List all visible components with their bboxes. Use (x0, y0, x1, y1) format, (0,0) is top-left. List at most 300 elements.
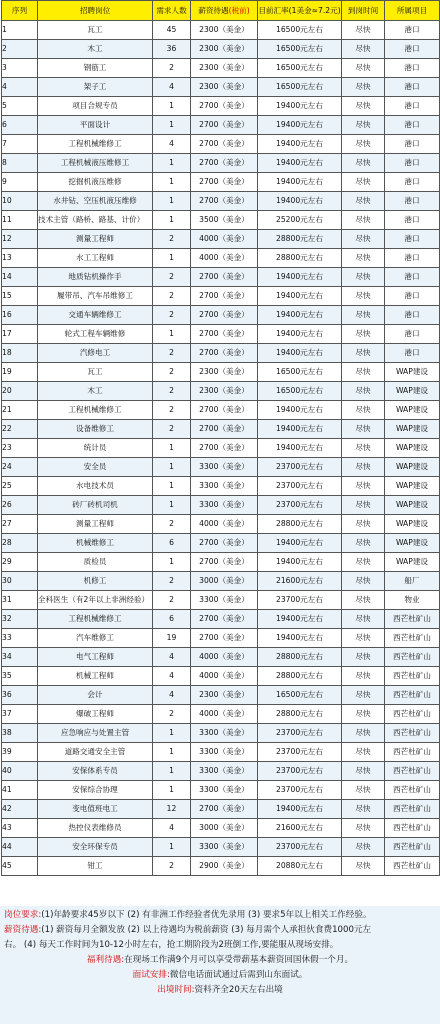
cell-no: 9 (2, 173, 38, 192)
cell-arrival: 尽快 (342, 800, 385, 819)
cell-count: 1 (153, 781, 191, 800)
cell-arrival: 尽快 (342, 553, 385, 572)
cell-rate: 28800元左右 (258, 648, 342, 667)
cell-arrival: 尽快 (342, 306, 385, 325)
cell-arrival: 尽快 (342, 154, 385, 173)
cell-project: 港口 (385, 21, 440, 40)
cell-project: 西芒杜矿山 (385, 857, 440, 876)
cell-no: 42 (2, 800, 38, 819)
table-row (2, 59, 440, 78)
recruitment-table (1, 0, 440, 876)
cell-count: 1 (153, 496, 191, 515)
cell-position: 统计员 (38, 439, 153, 458)
cell-salary: 4000（美金） (191, 249, 258, 268)
cell-count: 1 (153, 97, 191, 116)
cell-rate: 23700元左右 (258, 477, 342, 496)
cell-salary: 2300（美金） (191, 686, 258, 705)
cell-rate: 28800元左右 (258, 705, 342, 724)
cell-salary: 2300（美金） (191, 382, 258, 401)
cell-rate: 19400元左右 (258, 287, 342, 306)
cell-position: 地质钻机操作手 (38, 268, 153, 287)
table-row (2, 40, 440, 59)
table-row (2, 743, 440, 762)
cell-project: WAP建设 (385, 477, 440, 496)
cell-no: 19 (2, 363, 38, 382)
cell-count: 6 (153, 610, 191, 629)
table-row (2, 610, 440, 629)
cell-no: 41 (2, 781, 38, 800)
cell-count: 2 (153, 420, 191, 439)
cell-position: 挖掘机液压维修 (38, 173, 153, 192)
cell-position: 项目合规专员 (38, 97, 153, 116)
cell-salary: 2900（美金） (191, 857, 258, 876)
cell-position: 全科医生（有2年以上非洲经验） (38, 591, 153, 610)
cell-salary: 2300（美金） (191, 363, 258, 382)
cell-no: 38 (2, 724, 38, 743)
cell-count: 1 (153, 477, 191, 496)
cell-project: 港口 (385, 230, 440, 249)
table-row (2, 420, 440, 439)
table-row (2, 97, 440, 116)
cell-arrival: 尽快 (342, 838, 385, 857)
cell-rate: 19400元左右 (258, 268, 342, 287)
cell-no: 45 (2, 857, 38, 876)
cell-salary: 2300（美金） (191, 21, 258, 40)
cell-rate: 23700元左右 (258, 743, 342, 762)
cell-salary: 3000（美金） (191, 819, 258, 838)
cell-project: 港口 (385, 287, 440, 306)
cell-count: 1 (153, 173, 191, 192)
cell-arrival: 尽快 (342, 458, 385, 477)
table-body (2, 21, 440, 876)
table-row (2, 439, 440, 458)
cell-arrival: 尽快 (342, 249, 385, 268)
cell-arrival: 尽快 (342, 344, 385, 363)
cell-position: 道路交通安全主管 (38, 743, 153, 762)
cell-arrival: 尽快 (342, 667, 385, 686)
cell-position: 瓦工 (38, 21, 153, 40)
table-row (2, 287, 440, 306)
cell-position: 水井钻、空压机液压维修 (38, 192, 153, 211)
cell-project: WAP建设 (385, 420, 440, 439)
cell-arrival: 尽快 (342, 477, 385, 496)
cell-rate: 19400元左右 (258, 610, 342, 629)
cell-salary: 2700（美金） (191, 401, 258, 420)
cell-position: 平面设计 (38, 116, 153, 135)
cell-arrival: 尽快 (342, 705, 385, 724)
cell-arrival: 尽快 (342, 610, 385, 629)
cell-project: 西芒杜矿山 (385, 800, 440, 819)
cell-project: 港口 (385, 135, 440, 154)
cell-count: 4 (153, 78, 191, 97)
cell-arrival: 尽快 (342, 401, 385, 420)
table-row (2, 382, 440, 401)
cell-count: 1 (153, 116, 191, 135)
table-row (2, 325, 440, 344)
cell-rate: 16500元左右 (258, 78, 342, 97)
cell-salary: 2700（美金） (191, 116, 258, 135)
cell-position: 工程机械维修工 (38, 135, 153, 154)
cell-count: 2 (153, 572, 191, 591)
cell-project: 船厂 (385, 572, 440, 591)
cell-count: 1 (153, 458, 191, 477)
cell-arrival: 尽快 (342, 496, 385, 515)
cell-salary: 3500（美金） (191, 211, 258, 230)
cell-salary: 2700（美金） (191, 325, 258, 344)
cell-rate: 21600元左右 (258, 572, 342, 591)
cell-salary: 4000（美金） (191, 705, 258, 724)
cell-project: 港口 (385, 268, 440, 287)
table-row (2, 173, 440, 192)
cell-count: 2 (153, 382, 191, 401)
cell-project: 西芒杜矿山 (385, 819, 440, 838)
cell-arrival: 尽快 (342, 648, 385, 667)
cell-salary: 2700（美金） (191, 534, 258, 553)
cell-arrival: 尽快 (342, 78, 385, 97)
pay-text-2: 右。 (4) 每天工作时间为10-12小时左右，抢工期阶段为2班倒工作,要能服从现场安排。 (4, 940, 339, 950)
cell-salary: 3300（美金） (191, 838, 258, 857)
cell-project: 港口 (385, 344, 440, 363)
req-text: (1)年龄要求45岁以下 (2) 有非洲工作经验者优先录用 (3) 要求5年以上相关工作经验。 (41, 910, 372, 920)
cell-count: 36 (153, 40, 191, 59)
cell-project: 西芒杜矿山 (385, 629, 440, 648)
cell-project: WAP建设 (385, 382, 440, 401)
table-row (2, 401, 440, 420)
cell-count: 4 (153, 819, 191, 838)
header-position: 招聘岗位 (38, 1, 153, 21)
table-row (2, 154, 440, 173)
cell-rate: 23700元左右 (258, 762, 342, 781)
cell-arrival: 尽快 (342, 287, 385, 306)
pay-label: 薪资待遇: (4, 925, 42, 935)
cell-project: 港口 (385, 78, 440, 97)
cell-count: 2 (153, 591, 191, 610)
cell-position: 测量工程师 (38, 515, 153, 534)
cell-position: 爆破工程师 (38, 705, 153, 724)
cell-project: WAP建设 (385, 553, 440, 572)
cell-no: 32 (2, 610, 38, 629)
cell-no: 5 (2, 97, 38, 116)
cell-count: 2 (153, 401, 191, 420)
cell-no: 14 (2, 268, 38, 287)
cell-rate: 23700元左右 (258, 496, 342, 515)
interview-label: 面试安排: (132, 970, 170, 980)
cell-salary: 2700（美金） (191, 629, 258, 648)
cell-salary: 3300（美金） (191, 458, 258, 477)
cell-arrival: 尽快 (342, 363, 385, 382)
notes-interview (4, 968, 436, 983)
cell-arrival: 尽快 (342, 382, 385, 401)
cell-no: 29 (2, 553, 38, 572)
cell-rate: 19400元左右 (258, 420, 342, 439)
req-label: 岗位要求: (4, 910, 42, 920)
table-row (2, 534, 440, 553)
cell-arrival: 尽快 (342, 21, 385, 40)
cell-arrival: 尽快 (342, 40, 385, 59)
cell-rate: 19400元左右 (258, 306, 342, 325)
cell-no: 17 (2, 325, 38, 344)
cell-position: 变电值班电工 (38, 800, 153, 819)
cell-rate: 23700元左右 (258, 458, 342, 477)
cell-position: 安保综合协理 (38, 781, 153, 800)
cell-rate: 28800元左右 (258, 230, 342, 249)
header-project: 所属项目 (385, 1, 440, 21)
cell-arrival: 尽快 (342, 591, 385, 610)
cell-rate: 16500元左右 (258, 686, 342, 705)
cell-arrival: 尽快 (342, 439, 385, 458)
cell-salary: 2700（美金） (191, 610, 258, 629)
cell-arrival: 尽快 (342, 268, 385, 287)
cell-no: 20 (2, 382, 38, 401)
table-row (2, 458, 440, 477)
cell-arrival: 尽快 (342, 819, 385, 838)
cell-count: 2 (153, 230, 191, 249)
table-row (2, 838, 440, 857)
cell-arrival: 尽快 (342, 192, 385, 211)
cell-no: 11 (2, 211, 38, 230)
cell-position: 轮式工程车辆维修 (38, 325, 153, 344)
header-salary-label: 薪资待遇 (198, 6, 229, 15)
cell-project: 港口 (385, 116, 440, 135)
cell-arrival: 尽快 (342, 116, 385, 135)
table-row (2, 667, 440, 686)
cell-salary: 3300（美金） (191, 762, 258, 781)
cell-rate: 19400元左右 (258, 192, 342, 211)
cell-rate: 19400元左右 (258, 800, 342, 819)
table-row (2, 268, 440, 287)
cell-count: 1 (153, 325, 191, 344)
cell-arrival: 尽快 (342, 211, 385, 230)
cell-project: WAP建设 (385, 439, 440, 458)
cell-count: 1 (153, 211, 191, 230)
cell-project: 西芒杜矿山 (385, 610, 440, 629)
cell-rate: 23700元左右 (258, 781, 342, 800)
cell-arrival: 尽快 (342, 857, 385, 876)
cell-no: 10 (2, 192, 38, 211)
cell-position: 质检员 (38, 553, 153, 572)
table-row (2, 781, 440, 800)
cell-position: 安全员 (38, 458, 153, 477)
cell-count: 1 (153, 192, 191, 211)
cell-salary: 3300（美金） (191, 743, 258, 762)
header-count: 需求人数 (153, 1, 191, 21)
cell-count: 19 (153, 629, 191, 648)
cell-project: 西芒杜矿山 (385, 667, 440, 686)
cell-no: 7 (2, 135, 38, 154)
cell-project: 港口 (385, 192, 440, 211)
header-salary (191, 1, 258, 21)
notes-pay-2 (4, 938, 436, 953)
cell-rate: 16500元左右 (258, 40, 342, 59)
table-row (2, 515, 440, 534)
cell-position: 机修工 (38, 572, 153, 591)
cell-no: 23 (2, 439, 38, 458)
cell-no: 27 (2, 515, 38, 534)
cell-no: 44 (2, 838, 38, 857)
table-row (2, 496, 440, 515)
cell-project: 西芒杜矿山 (385, 724, 440, 743)
notes-welfare (4, 953, 436, 968)
cell-count: 2 (153, 515, 191, 534)
cell-no: 28 (2, 534, 38, 553)
cell-count: 2 (153, 857, 191, 876)
cell-rate: 19400元左右 (258, 325, 342, 344)
cell-arrival: 尽快 (342, 534, 385, 553)
cell-rate: 19400元左右 (258, 629, 342, 648)
cell-salary: 2300（美金） (191, 59, 258, 78)
table-row (2, 230, 440, 249)
cell-position: 工程机械维修工 (38, 401, 153, 420)
cell-count: 1 (153, 838, 191, 857)
cell-arrival: 尽快 (342, 572, 385, 591)
cell-arrival: 尽快 (342, 173, 385, 192)
cell-count: 2 (153, 344, 191, 363)
cell-project: 西芒杜矿山 (385, 648, 440, 667)
cell-position: 木工 (38, 40, 153, 59)
cell-position: 测量工程师 (38, 230, 153, 249)
cell-no: 6 (2, 116, 38, 135)
table-row (2, 78, 440, 97)
cell-count: 1 (153, 724, 191, 743)
cell-position: 水工工程师 (38, 249, 153, 268)
cell-count: 2 (153, 268, 191, 287)
cell-count: 2 (153, 59, 191, 78)
cell-arrival: 尽快 (342, 325, 385, 344)
cell-position: 技术主管（路桥、路基、计价） (38, 211, 153, 230)
cell-count: 4 (153, 667, 191, 686)
table-row (2, 135, 440, 154)
cell-no: 25 (2, 477, 38, 496)
table-row (2, 572, 440, 591)
cell-position: 机械工程师 (38, 667, 153, 686)
header-salary-note: (税前) (228, 6, 250, 15)
cell-rate: 21600元左右 (258, 819, 342, 838)
cell-no: 2 (2, 40, 38, 59)
cell-project: WAP建设 (385, 515, 440, 534)
cell-no: 35 (2, 667, 38, 686)
cell-position: 钢筋工 (38, 59, 153, 78)
header-arrival: 到岗时间 (342, 1, 385, 21)
cell-position: 交通车辆维修工 (38, 306, 153, 325)
cell-project: WAP建设 (385, 401, 440, 420)
cell-rate: 23700元左右 (258, 724, 342, 743)
departure-text: 资料齐全20天左右出境 (194, 985, 283, 995)
cell-arrival: 尽快 (342, 781, 385, 800)
cell-position: 电气工程师 (38, 648, 153, 667)
cell-arrival: 尽快 (342, 230, 385, 249)
table-row (2, 724, 440, 743)
cell-count: 1 (153, 249, 191, 268)
cell-project: WAP建设 (385, 363, 440, 382)
cell-salary: 3000（美金） (191, 572, 258, 591)
cell-no: 15 (2, 287, 38, 306)
cell-rate: 19400元左右 (258, 116, 342, 135)
cell-project: 西芒杜矿山 (385, 838, 440, 857)
cell-position: 钳工 (38, 857, 153, 876)
cell-no: 37 (2, 705, 38, 724)
cell-project: WAP建设 (385, 496, 440, 515)
pay-text-1: (1) 薪资每月全额发放 (2) 以上待遇均为税前薪资 (3) 每月需个人承担伙食费1000元左 (41, 925, 372, 935)
cell-rate: 16500元左右 (258, 363, 342, 382)
notes-departure (4, 983, 436, 998)
cell-salary: 2700（美金） (191, 439, 258, 458)
cell-rate: 16500元左右 (258, 59, 342, 78)
cell-rate: 20880元左右 (258, 857, 342, 876)
cell-count: 1 (153, 439, 191, 458)
cell-project: WAP建设 (385, 534, 440, 553)
table-row (2, 629, 440, 648)
cell-count: 4 (153, 135, 191, 154)
cell-position: 应急响应与处置主管 (38, 724, 153, 743)
cell-count: 2 (153, 705, 191, 724)
cell-count: 45 (153, 21, 191, 40)
cell-project: 港口 (385, 211, 440, 230)
cell-rate: 23700元左右 (258, 838, 342, 857)
cell-project: 港口 (385, 306, 440, 325)
cell-salary: 2700（美金） (191, 420, 258, 439)
cell-position: 设备维修工 (38, 420, 153, 439)
header-no: 序列 (2, 1, 38, 21)
table-row (2, 819, 440, 838)
table-row (2, 363, 440, 382)
cell-project: 物业 (385, 591, 440, 610)
cell-project: 西芒杜矿山 (385, 743, 440, 762)
cell-rate: 16500元左右 (258, 382, 342, 401)
cell-count: 1 (153, 553, 191, 572)
cell-position: 工程机械维修工 (38, 610, 153, 629)
cell-position: 汽修电工 (38, 344, 153, 363)
cell-count: 4 (153, 686, 191, 705)
cell-rate: 28800元左右 (258, 515, 342, 534)
cell-arrival: 尽快 (342, 762, 385, 781)
cell-project: 西芒杜矿山 (385, 781, 440, 800)
cell-count: 1 (153, 762, 191, 781)
table-row (2, 249, 440, 268)
cell-no: 39 (2, 743, 38, 762)
table-row (2, 344, 440, 363)
cell-count: 1 (153, 154, 191, 173)
cell-salary: 2300（美金） (191, 78, 258, 97)
cell-rate: 19400元左右 (258, 344, 342, 363)
table-row (2, 800, 440, 819)
cell-project: 港口 (385, 40, 440, 59)
table-row (2, 705, 440, 724)
cell-rate: 19400元左右 (258, 439, 342, 458)
table-row (2, 306, 440, 325)
cell-no: 13 (2, 249, 38, 268)
cell-no: 22 (2, 420, 38, 439)
table-row (2, 648, 440, 667)
notes-pay-1 (4, 923, 436, 938)
table-row (2, 686, 440, 705)
cell-project: 港口 (385, 173, 440, 192)
cell-rate: 28800元左右 (258, 249, 342, 268)
cell-project: 港口 (385, 59, 440, 78)
cell-count: 2 (153, 287, 191, 306)
departure-label: 出境时间: (157, 985, 195, 995)
cell-no: 31 (2, 591, 38, 610)
cell-rate: 16500元左右 (258, 21, 342, 40)
cell-salary: 2700（美金） (191, 97, 258, 116)
cell-arrival: 尽快 (342, 420, 385, 439)
cell-project: 港口 (385, 97, 440, 116)
cell-position: 木工 (38, 382, 153, 401)
cell-count: 1 (153, 743, 191, 762)
cell-arrival: 尽快 (342, 629, 385, 648)
cell-project: 西芒杜矿山 (385, 686, 440, 705)
cell-position: 工程机械液压维修工 (38, 154, 153, 173)
notes-requirements (4, 908, 436, 923)
